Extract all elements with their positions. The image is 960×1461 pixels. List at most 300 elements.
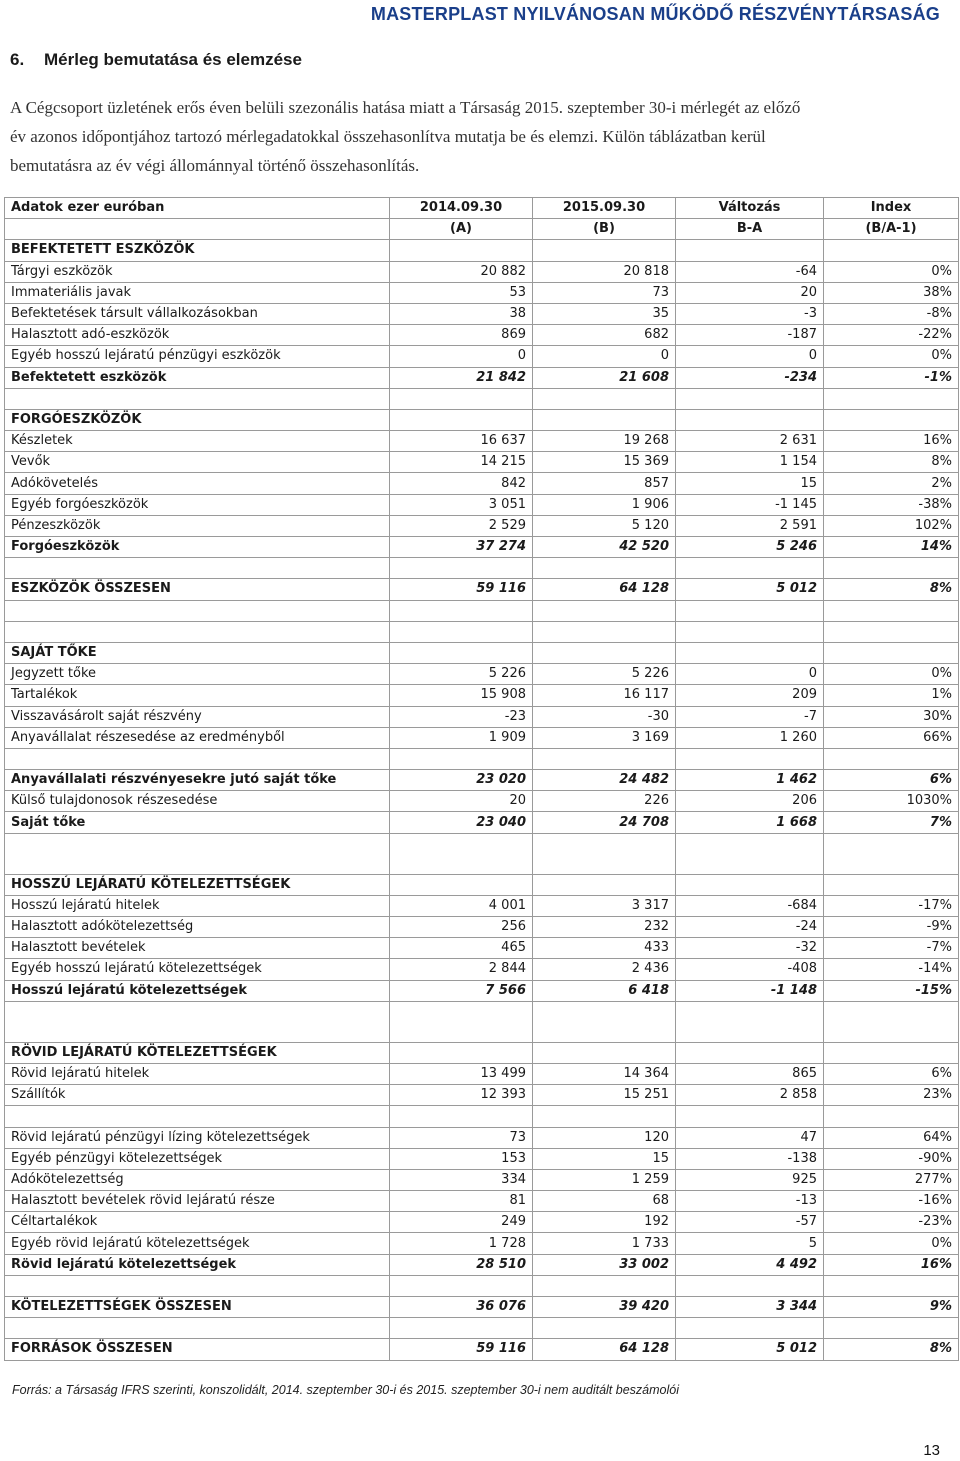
value-cell-b: 20 818 [533,261,676,282]
empty-cell [824,388,959,409]
empty-cell [390,833,533,874]
blank-row [5,600,959,621]
empty-cell [533,600,676,621]
value-cell-c: 2 631 [676,431,824,452]
value-cell-b: 1 906 [533,494,676,515]
value-cell-c: 4 492 [676,1254,824,1275]
empty-cell [676,833,824,874]
empty-cell [533,1275,676,1296]
row-label: Anyavállalat részesedése az eredményből [5,727,390,748]
value-cell-a: -23 [390,706,533,727]
empty-cell [390,388,533,409]
empty-cell [5,1318,390,1339]
empty-cell [390,748,533,769]
empty-cell [824,1001,959,1042]
subtotal-row [5,980,959,1001]
header-label: Adatok ezer euróban [5,198,390,219]
value-cell-a: 334 [390,1169,533,1190]
subtotal-row [5,537,959,558]
blank-row [5,748,959,769]
row-label: Egyéb rövid lejáratú kötelezettségek [5,1233,390,1254]
section-row [5,409,959,430]
value-cell-b: 226 [533,791,676,812]
value-cell-c [676,642,824,663]
blank-row [5,1318,959,1339]
value-cell-d: 38% [824,282,959,303]
intro-line: A Cégcsoport üzletének erős éven belüli szezonális hatása miatt a Társaság 2015. szeptember 30-i mérlegét az előző [10,98,801,117]
row-label: FORRÁSOK ÖSSZESEN [5,1339,390,1360]
empty-cell [824,1275,959,1296]
row-label: Tárgyi eszközök [5,261,390,282]
value-cell-a: 2 844 [390,959,533,980]
row-label: SAJÁT TŐKE [5,642,390,663]
value-cell-c: -1 145 [676,494,824,515]
table-row [5,282,959,303]
value-cell-a: 249 [390,1212,533,1233]
row-label: Hosszú lejáratú hitelek [5,895,390,916]
value-cell-b: 39 420 [533,1297,676,1318]
value-cell-a: 20 882 [390,261,533,282]
value-cell-b: 0 [533,346,676,367]
row-label: Pénzeszközök [5,515,390,536]
empty-cell [5,1106,390,1127]
value-cell-d: 9% [824,1297,959,1318]
table-row [5,1127,959,1148]
row-label: Jegyzett tőke [5,664,390,685]
value-cell-b: 1 733 [533,1233,676,1254]
value-cell-c: -24 [676,917,824,938]
value-cell-d: 8% [824,452,959,473]
value-cell-c [676,240,824,261]
empty-cell [5,600,390,621]
value-cell-d: 1030% [824,791,959,812]
value-cell-b: 35 [533,303,676,324]
empty-cell [824,1106,959,1127]
value-cell-c: 865 [676,1063,824,1084]
empty-cell [533,558,676,579]
balance-sheet-table [4,197,959,1361]
subheader-col-change: B-A [676,219,824,240]
value-cell-b: 6 418 [533,980,676,1001]
value-cell-d [824,409,959,430]
row-label: RÖVID LEJÁRATÚ KÖTELEZETTSÉGEK [5,1042,390,1063]
table-header-row [5,198,959,219]
empty-cell [824,1318,959,1339]
row-label: KÖTELEZETTSÉGEK ÖSSZESEN [5,1297,390,1318]
value-cell-a: 842 [390,473,533,494]
empty-cell [5,621,390,642]
value-cell-d: -17% [824,895,959,916]
row-label: Halasztott adó-eszközök [5,325,390,346]
row-label: BEFEKTETETT ESZKÖZÖK [5,240,390,261]
value-cell-c: -408 [676,959,824,980]
value-cell-c: -187 [676,325,824,346]
value-cell-d [824,1042,959,1063]
table-row [5,959,959,980]
table-row [5,431,959,452]
value-cell-c: -32 [676,938,824,959]
empty-cell [390,1275,533,1296]
value-cell-d: -16% [824,1191,959,1212]
value-cell-d: 16% [824,1254,959,1275]
row-label: Forgóeszközök [5,537,390,558]
value-cell-b: 433 [533,938,676,959]
value-cell-b: 33 002 [533,1254,676,1275]
value-cell-b: 5 226 [533,664,676,685]
value-cell-b: 24 708 [533,812,676,833]
value-cell-c: 15 [676,473,824,494]
table-row [5,494,959,515]
table-row [5,303,959,324]
row-label: FORGÓESZKÖZÖK [5,409,390,430]
value-cell-a: 1 728 [390,1233,533,1254]
value-cell-a: 59 116 [390,1339,533,1360]
value-cell-c: -7 [676,706,824,727]
value-cell-c: 47 [676,1127,824,1148]
value-cell-a: 38 [390,303,533,324]
table-row [5,791,959,812]
row-label: Egyéb hosszú lejáratú kötelezettségek [5,959,390,980]
value-cell-c: 209 [676,685,824,706]
empty-cell [676,1001,824,1042]
value-cell-b: 232 [533,917,676,938]
table-body [5,240,959,1360]
source-note: Forrás: a Társaság IFRS szerinti, konszolidált, 2014. szeptember 30-i és 2015. szeptember 30-i nem auditált beszámolói [12,1383,679,1397]
value-cell-a: 53 [390,282,533,303]
value-cell-d: -8% [824,303,959,324]
value-cell-a: 37 274 [390,537,533,558]
empty-cell [676,1275,824,1296]
header-col-index: Index [824,198,959,219]
empty-cell [533,833,676,874]
empty-cell [533,1318,676,1339]
value-cell-d: 0% [824,261,959,282]
value-cell-a: 2 529 [390,515,533,536]
value-cell-d: 6% [824,770,959,791]
subtotal-row [5,1254,959,1275]
value-cell-d: 8% [824,1339,959,1360]
value-cell-c: -64 [676,261,824,282]
row-label: Egyéb hosszú lejáratú pénzügyi eszközök [5,346,390,367]
value-cell-c: 0 [676,346,824,367]
row-label: Készletek [5,431,390,452]
row-label: Rövid lejáratú hitelek [5,1063,390,1084]
empty-cell [676,558,824,579]
value-cell-c: -57 [676,1212,824,1233]
row-label: Halasztott bevételek [5,938,390,959]
value-cell-d: -22% [824,325,959,346]
value-cell-c: 1 462 [676,770,824,791]
value-cell-d: 66% [824,727,959,748]
value-cell-c: 925 [676,1169,824,1190]
value-cell-c: 2 591 [676,515,824,536]
value-cell-d: 23% [824,1085,959,1106]
row-label: Rövid lejáratú pénzügyi lízing kötelezettségek [5,1127,390,1148]
value-cell-b: 15 251 [533,1085,676,1106]
empty-cell [824,558,959,579]
row-label: Hosszú lejáratú kötelezettségek [5,980,390,1001]
value-cell-b: 64 128 [533,1339,676,1360]
value-cell-b: 24 482 [533,770,676,791]
value-cell-d: -9% [824,917,959,938]
value-cell-c: 206 [676,791,824,812]
value-cell-b: 73 [533,282,676,303]
empty-cell [5,833,390,874]
value-cell-d: 64% [824,1127,959,1148]
table-row [5,917,959,938]
table-row [5,515,959,536]
value-cell-d: 16% [824,431,959,452]
value-cell-d: 0% [824,664,959,685]
table-row [5,1063,959,1084]
value-cell-a: 81 [390,1191,533,1212]
header-col-b: 2015.09.30 [533,198,676,219]
value-cell-b: 15 369 [533,452,676,473]
value-cell-d [824,874,959,895]
value-cell-a: 465 [390,938,533,959]
value-cell-b [533,642,676,663]
section-row [5,874,959,895]
value-cell-a: 73 [390,1127,533,1148]
blank-row [5,1275,959,1296]
blank-row [5,1106,959,1127]
intro-line: bemutatásra az év végi állománnyal történő összehasonlítás. [10,156,420,175]
subtotal-row [5,1339,959,1360]
value-cell-c: 5 012 [676,1339,824,1360]
blank-row [5,388,959,409]
empty-cell [5,748,390,769]
value-cell-c [676,874,824,895]
empty-cell [390,558,533,579]
value-cell-c: -684 [676,895,824,916]
row-label: Egyéb forgóeszközök [5,494,390,515]
value-cell-b: 16 117 [533,685,676,706]
value-cell-b: 14 364 [533,1063,676,1084]
row-label: Külső tulajdonosok részesedése [5,791,390,812]
value-cell-d: 0% [824,1233,959,1254]
value-cell-a [390,642,533,663]
empty-cell [676,748,824,769]
value-cell-c [676,1042,824,1063]
value-cell-d: 6% [824,1063,959,1084]
value-cell-a: 28 510 [390,1254,533,1275]
value-cell-b: 2 436 [533,959,676,980]
value-cell-b [533,874,676,895]
value-cell-d: 277% [824,1169,959,1190]
value-cell-a: 20 [390,791,533,812]
table-row [5,261,959,282]
subtotal-row [5,367,959,388]
row-label: Tartalékok [5,685,390,706]
table-row [5,938,959,959]
empty-cell [533,388,676,409]
value-cell-d: -38% [824,494,959,515]
value-cell-a: 15 908 [390,685,533,706]
value-cell-b: 192 [533,1212,676,1233]
table-row [5,1212,959,1233]
value-cell-d: -7% [824,938,959,959]
value-cell-c: 2 858 [676,1085,824,1106]
value-cell-b: 21 608 [533,367,676,388]
value-cell-a [390,240,533,261]
value-cell-d: 1% [824,685,959,706]
section-number: 6. [10,50,25,69]
row-label: Halasztott adókötelezettség [5,917,390,938]
value-cell-b: 5 120 [533,515,676,536]
empty-cell [5,1275,390,1296]
table-row [5,473,959,494]
table-row [5,325,959,346]
subheader-col-index: (B/A-1) [824,219,959,240]
value-cell-d: 2% [824,473,959,494]
value-cell-a: 1 909 [390,727,533,748]
value-cell-a: 12 393 [390,1085,533,1106]
subheader-label [5,219,390,240]
value-cell-a [390,874,533,895]
header-col-a: 2014.09.30 [390,198,533,219]
blank-row [5,558,959,579]
table-row [5,685,959,706]
value-cell-a: 256 [390,917,533,938]
empty-cell [533,748,676,769]
section-heading [10,50,302,70]
value-cell-a: 153 [390,1148,533,1169]
row-label: Adókötelezettség [5,1169,390,1190]
value-cell-b: 857 [533,473,676,494]
empty-cell [533,621,676,642]
table-subheader-row [5,219,959,240]
value-cell-c: 1 668 [676,812,824,833]
company-name: MASTERPLAST NYILVÁNOSAN MŰKÖDŐ RÉSZVÉNYTÁRSASÁG [370,4,940,24]
row-label: Egyéb pénzügyi kötelezettségek [5,1148,390,1169]
empty-cell [5,1001,390,1042]
value-cell-d: 102% [824,515,959,536]
subtotal-row [5,770,959,791]
section-row [5,1042,959,1063]
row-label: Saját tőke [5,812,390,833]
empty-cell [390,1318,533,1339]
value-cell-a: 16 637 [390,431,533,452]
table-row [5,1085,959,1106]
value-cell-c: 20 [676,282,824,303]
value-cell-a: 0 [390,346,533,367]
row-label: Halasztott bevételek rövid lejáratú része [5,1191,390,1212]
table-row [5,727,959,748]
table-row [5,1148,959,1169]
value-cell-b: 19 268 [533,431,676,452]
value-cell-c: -3 [676,303,824,324]
value-cell-a: 4 001 [390,895,533,916]
section-title: Mérleg bemutatása és elemzése [44,50,302,69]
value-cell-d: -90% [824,1148,959,1169]
blank-row [5,833,959,874]
row-label: Immateriális javak [5,282,390,303]
table-row [5,1191,959,1212]
intro-line: év azonos időpontjához tartozó mérlegadatokkal összehasonlítva mutatja be és elemzi. Külön táblázatban kerül [10,127,766,146]
value-cell-a [390,1042,533,1063]
value-cell-a [390,409,533,430]
value-cell-c: 5 [676,1233,824,1254]
value-cell-b [533,1042,676,1063]
empty-cell [676,1318,824,1339]
value-cell-d: 14% [824,537,959,558]
table-row [5,346,959,367]
empty-cell [5,558,390,579]
table-row [5,664,959,685]
value-cell-a: 23 020 [390,770,533,791]
value-cell-d: 30% [824,706,959,727]
value-cell-d: -1% [824,367,959,388]
value-cell-c: -138 [676,1148,824,1169]
empty-cell [676,600,824,621]
row-label: Adókövetelés [5,473,390,494]
value-cell-b: 15 [533,1148,676,1169]
empty-cell [390,1106,533,1127]
value-cell-c: 0 [676,664,824,685]
row-label: Rövid lejáratú kötelezettségek [5,1254,390,1275]
value-cell-a: 7 566 [390,980,533,1001]
empty-cell [390,1001,533,1042]
value-cell-b [533,409,676,430]
value-cell-a: 869 [390,325,533,346]
empty-cell [676,1106,824,1127]
value-cell-a: 21 842 [390,367,533,388]
page-number: 13 [923,1442,940,1459]
value-cell-c: -234 [676,367,824,388]
value-cell-a: 14 215 [390,452,533,473]
value-cell-b: 120 [533,1127,676,1148]
table-row [5,1233,959,1254]
value-cell-b: -30 [533,706,676,727]
empty-cell [533,1106,676,1127]
value-cell-a: 5 226 [390,664,533,685]
value-cell-b: 3 169 [533,727,676,748]
row-label: Anyavállalati részvényesekre jutó saját tőke [5,770,390,791]
value-cell-b [533,240,676,261]
value-cell-b: 64 128 [533,579,676,600]
empty-cell [824,600,959,621]
empty-cell [390,600,533,621]
subheader-col-a: (A) [390,219,533,240]
value-cell-a: 13 499 [390,1063,533,1084]
subheader-col-b: (B) [533,219,676,240]
value-cell-c: -1 148 [676,980,824,1001]
row-label: Szállítók [5,1085,390,1106]
subtotal-row [5,1297,959,1318]
intro-paragraph [10,93,950,180]
table-row [5,1169,959,1190]
value-cell-b: 68 [533,1191,676,1212]
value-cell-b: 682 [533,325,676,346]
blank-row [5,621,959,642]
value-cell-d: -23% [824,1212,959,1233]
value-cell-d: -14% [824,959,959,980]
row-label: HOSSZÚ LEJÁRATÚ KÖTELEZETTSÉGEK [5,874,390,895]
value-cell-d: -15% [824,980,959,1001]
empty-cell [824,833,959,874]
value-cell-d: 8% [824,579,959,600]
table-row [5,706,959,727]
section-row [5,240,959,261]
value-cell-d: 7% [824,812,959,833]
blank-row [5,1001,959,1042]
value-cell-a: 59 116 [390,579,533,600]
row-label: Céltartalékok [5,1212,390,1233]
table-row [5,452,959,473]
value-cell-c [676,409,824,430]
empty-cell [676,621,824,642]
row-label: Visszavásárolt saját részvény [5,706,390,727]
